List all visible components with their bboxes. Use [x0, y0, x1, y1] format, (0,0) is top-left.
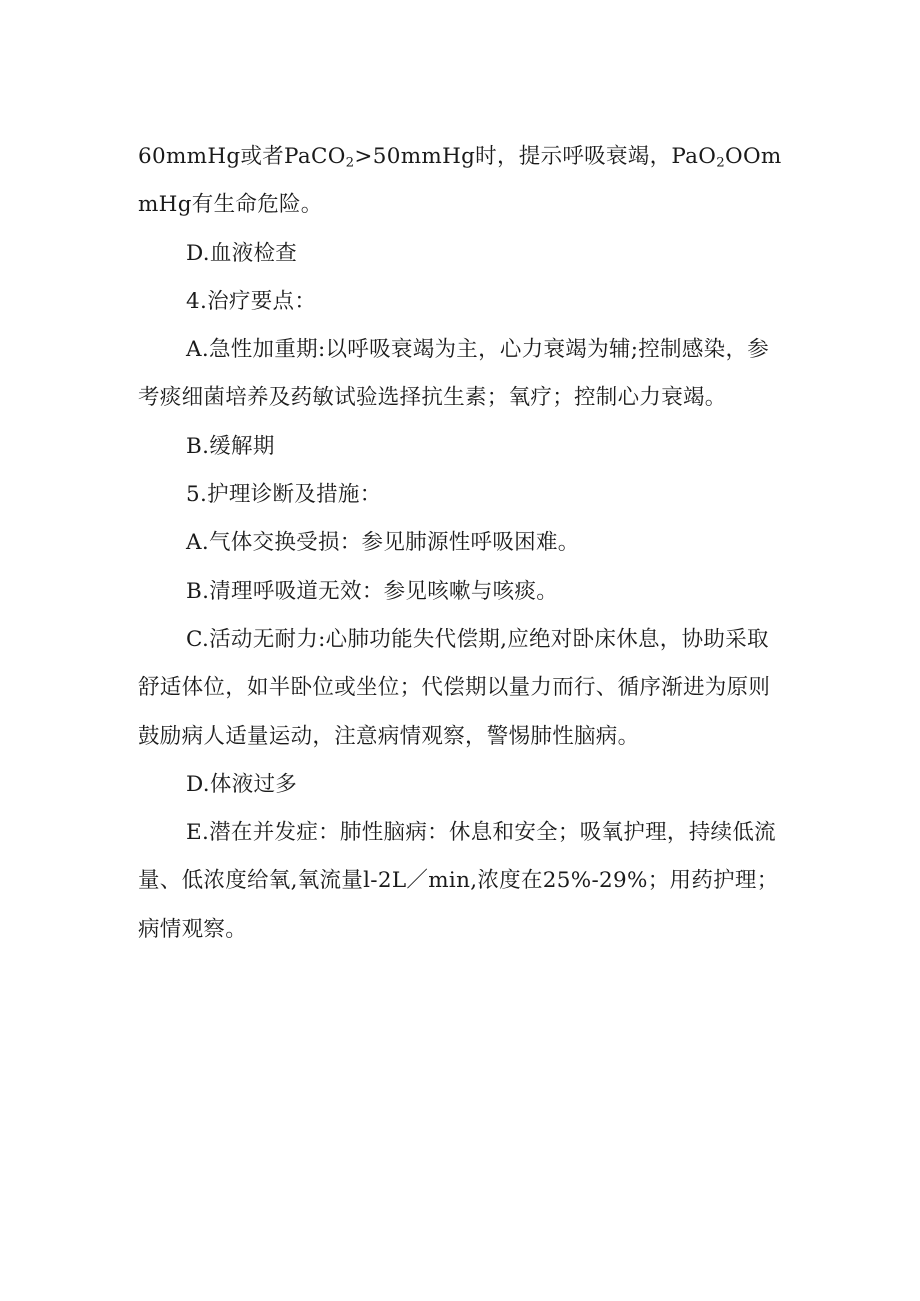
text-segment: B.缓解期: [186, 433, 275, 459]
paragraph-acute-phase: [138, 326, 788, 423]
text-segment: >50mmHg时，提示呼吸衰竭，PaO: [354, 144, 717, 169]
subscript: 2: [716, 155, 726, 171]
paragraph-airway-clearance: [138, 568, 788, 616]
text-segment: 4.治疗要点：: [186, 288, 317, 314]
paragraph-fluid-excess: [138, 761, 788, 809]
text-segment: A.急性加重期:以呼吸衰竭为主，心力衰竭为辅;控制感染，参考痰细菌培养及药敏试验选择抗生素；氧疗；控制心力衰竭。: [138, 337, 770, 411]
text-segment: OOmmHg有生命危险。: [138, 144, 782, 218]
text-segment: B.清理呼吸道无效：参见咳嗽与咳痰。: [186, 578, 559, 604]
heading-treatment-points: [138, 278, 788, 326]
heading-nursing-diagnosis: [138, 471, 788, 519]
paragraph-remission-phase: [138, 423, 788, 471]
paragraph-gas-exchange: [138, 519, 788, 567]
text-segment: E.潜在并发症：肺性脑病：休息和安全；吸氧护理，持续低流量、低浓度给氧,氧流量l-2L／min,浓度在25%-29%；用药护理；病情观察。: [138, 820, 779, 942]
subscript: 2: [345, 155, 355, 171]
text-segment: C.活动无耐力:心肺功能失代偿期,应绝对卧床休息，协助采取舒适体位，如半卧位或坐位；代偿期以量力而行、循序渐进为原则鼓励病人适量运动，注意病情观察，警惕肺性脑病。: [138, 626, 771, 749]
document-body: [138, 133, 788, 954]
paragraph-blood-gas: [138, 133, 788, 230]
paragraph-complications: [138, 809, 788, 954]
paragraph-activity-intolerance: [138, 616, 788, 761]
text-segment: D.体液过多: [186, 771, 298, 797]
text-segment: 5.护理诊断及措施：: [186, 482, 382, 508]
text-segment: 60mmHg或者PaCO: [138, 144, 346, 169]
text-segment: D.血液检查: [186, 240, 298, 266]
paragraph-blood-test: [138, 230, 788, 278]
text-segment: A.气体交换受损：参见肺源性呼吸困难。: [186, 530, 580, 556]
